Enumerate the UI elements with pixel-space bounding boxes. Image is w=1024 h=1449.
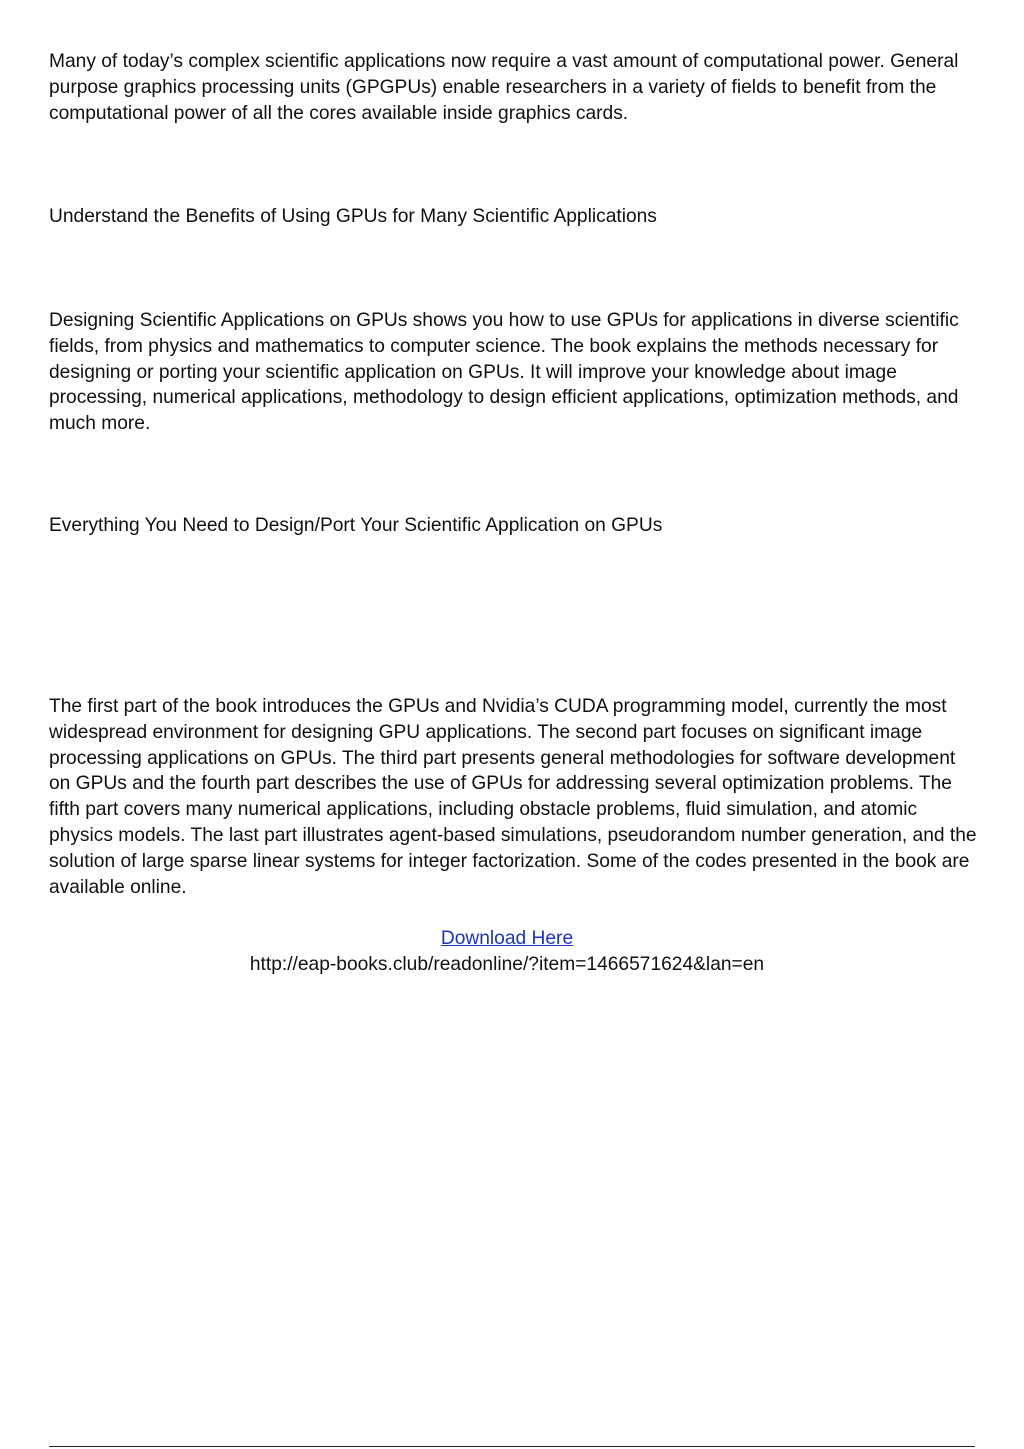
benefits-heading: Understand the Benefits of Using GPUs for Many Scientific Applications <box>49 206 657 227</box>
everything-heading: Everything You Need to Design/Port Your Scientific Application on GPUs <box>49 515 663 536</box>
design-paragraph: Designing Scientific Applications on GPUs shows you how to use GPUs for applications in diverse scientific fields, from physics and mathematics to computer science. The book explains the methods necessary for designing or porting your scientific application on GPUs. It will improve your knowledge about image processing, numerical applications, methodology to design efficient applications, optimization methods, and much more. <box>49 310 959 435</box>
download-here-link[interactable]: Download Here <box>440 928 574 949</box>
book-parts-paragraph: The first part of the book introduces the GPUs and Nvidia’s CUDA programming model, currently the most widespread environment for designing GPU applications. The second part focuses on significant image processing applications on GPUs. The third part presents general methodologies for software development on GPUs and the fourth part describes the use of GPUs for addressing several optimization problems. The fifth part covers many numerical applications, including obstacle problems, fluid simulation, and atomic physics models. The last part illustrates agent-based simulations, pseudorandom number generation, and the solution of large sparse linear systems for integer factorization. Some of the codes presented in the book are available online. <box>49 696 977 898</box>
footer-divider <box>49 1446 975 1447</box>
download-link-row <box>0 926 1014 952</box>
download-url-text: http://eap-books.club/readonline/?item=1466571624&lan=en <box>249 954 765 975</box>
intro-paragraph: Many of today’s complex scientific applications now require a vast amount of computational power. General purpose graphics processing units (GPGPUs) enable researchers in a variety of fields to benefit from the computational power of all the cores available inside graphics cards. <box>49 51 959 124</box>
